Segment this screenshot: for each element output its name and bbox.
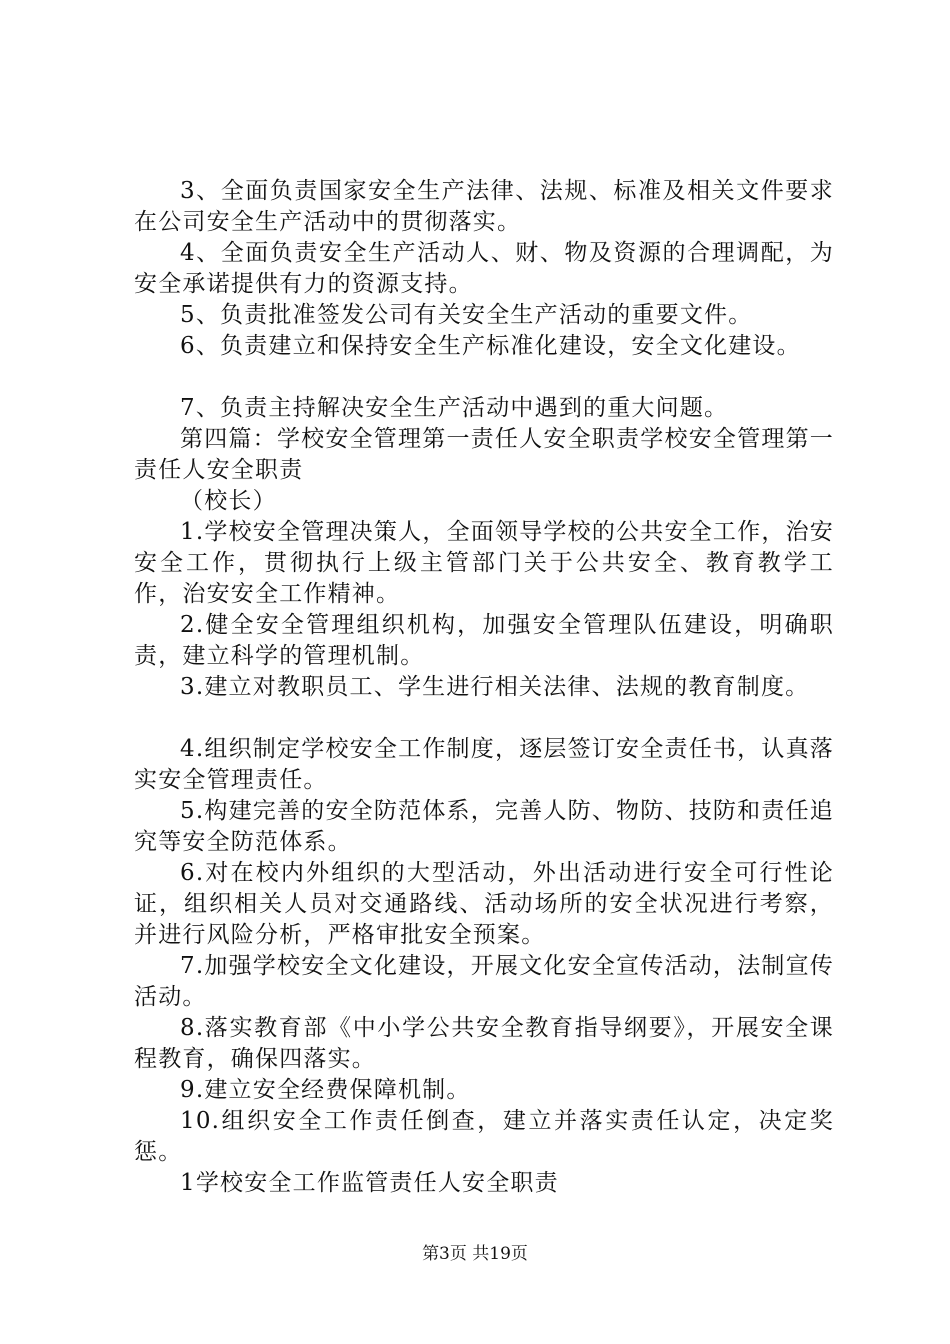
duty-item-6: 6.对在校内外组织的大型活动，外出活动进行安全可行性论证，组织相关人员对交通路线、活动场所的安全状况进行考察，并进行风险分析，严格审批安全预案。 [134, 860, 834, 948]
paragraph-item-5: 5、负责批准签发公司有关安全生产活动的重要文件。 [180, 302, 753, 328]
paragraph-item-3: 3、全面负责国家安全生产法律、法规、标准及相关文件要求在公司安全生产活动中的贯彻落实。 [134, 178, 834, 235]
document-body [134, 176, 834, 1199]
duty-item-2: 2.健全安全管理组织机构，加强安全管理队伍建设，明确职责，建立科学的管理机制。 [134, 612, 834, 669]
page-number-footer: 第3页 共19页 [422, 1244, 528, 1264]
duty-item-5: 5.构建完善的安全防范体系，完善人防、物防、技防和责任追究等安全防范体系。 [134, 798, 834, 855]
paragraph-item-6: 6、负责建立和保持安全生产标准化建设，安全文化建设。 [180, 333, 801, 359]
duty-item-1: 1.学校安全管理决策人，全面领导学校的公共安全工作，治安安全工作，贯彻执行上级主管部门关于公共安全、教育教学工作，治安安全工作精神。 [134, 519, 834, 607]
duty-item-3: 3.建立对教职员工、学生进行相关法律、法规的教育制度。 [180, 674, 810, 700]
duty-item-7: 7.加强学校安全文化建设，开展文化安全宣传活动，法制宣传活动。 [134, 953, 834, 1010]
paragraph-item-7: 7、负责主持解决安全生产活动中遇到的重大问题。 [180, 395, 729, 421]
section-heading: 第四篇：学校安全管理第一责任人安全职责学校安全管理第一责任人安全职责 [134, 426, 834, 483]
subsection-heading: 1学校安全工作监管责任人安全职责 [180, 1170, 559, 1196]
paragraph-item-4: 4、全面负责安全生产活动人、财、物及资源的合理调配，为安全承诺提供有力的资源支持。 [134, 240, 834, 297]
duty-item-9: 9.建立安全经费保障机制。 [180, 1077, 471, 1103]
duty-item-8: 8.落实教育部《中小学公共安全教育指导纲要》，开展安全课程教育，确保四落实。 [134, 1015, 834, 1072]
duty-item-4: 4.组织制定学校安全工作制度，逐层签订安全责任书，认真落实安全管理责任。 [134, 736, 834, 793]
duty-item-10: 10.组织安全工作责任倒查，建立并落实责任认定，决定奖惩。 [134, 1108, 834, 1165]
role-label: （校长） [180, 488, 277, 514]
